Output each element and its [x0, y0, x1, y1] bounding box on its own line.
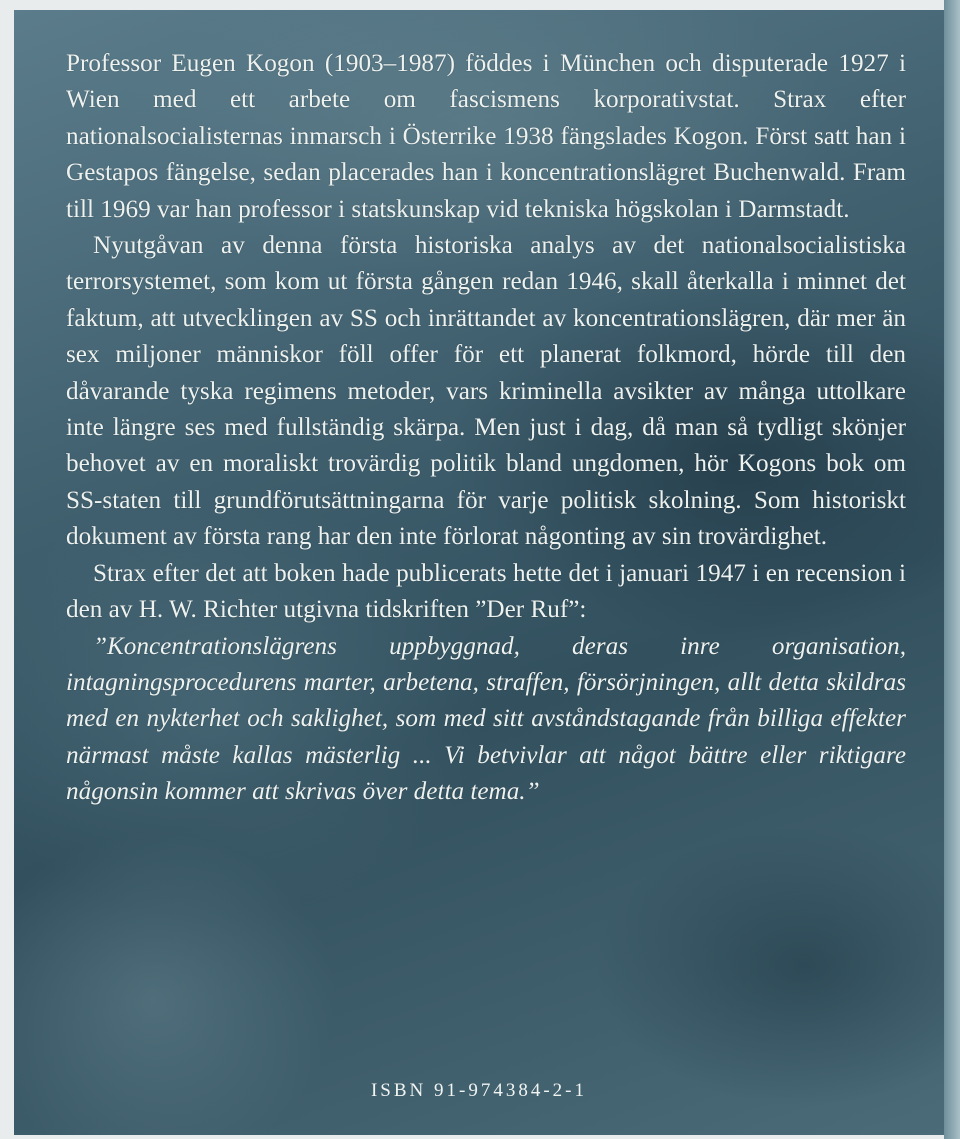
review-quote: ”Koncentrationslägrens uppbyggnad, deras inre organisation, intagningsprocedurens marter, arbetena, straffen, försörjningen, allt detta skildras med en nykterhet och saklighet, som med sitt avståndstagande från billiga effekter närmast måste kallas mästerlig ... Vi betvivlar att något bättre eller riktigare någonsin kommer att skrivas över detta tema.” — [66, 632, 906, 806]
back-cover — [14, 10, 944, 1135]
page-edge — [944, 0, 960, 1139]
book-description-paragraph: Nyutgåvan av denna första historiska analys av det nationalsocialistiska terrorsystemet, som kom ut första gången redan 1946, skall återkalla i minnet det faktum, att utvecklingen av SS och inrättandet av koncentrationslägren, där mer än sex miljoner människor föll offer för ett planerat folkmord, hörde till den dåvarande tyska regimens metoder, vars kriminella avsikter av många uttolkare inte längre ses med fullständig skärpa. Men just i dag, då man så tydligt skönjer behovet av en moraliskt trovärdig politik bland ungdomen, hör Kogons bok om SS-staten till grundförutsättningarna för varje politisk skolning. Som historiskt dokument av första rang har den inte förlorat någonting av sin trovärdighet. — [66, 232, 906, 551]
author-bio-paragraph: Professor Eugen Kogon (1903–1987) föddes i München och disputerade 1927 i Wien med ett arbete om fascismens korporativstat. Strax efter nationalsocialisternas inmarsch i Österrike 1938 fängslades Kogon. Först satt han i Gestapos fängelse, sedan placerades han i koncentrationslägret Buchenwald. Fram till 1969 var han professor i statskunskap vid tekniska högskolan i Darmstadt. — [66, 50, 906, 223]
review-intro-paragraph: Strax efter det att boken hade publicerats hette det i januari 1947 i en recension i den av H. W. Richter utgivna tidskriften ”Der Ruf”: — [66, 559, 906, 624]
back-cover-text — [66, 46, 906, 811]
isbn-label: ISBN 91-974384-2-1 — [370, 1080, 588, 1101]
